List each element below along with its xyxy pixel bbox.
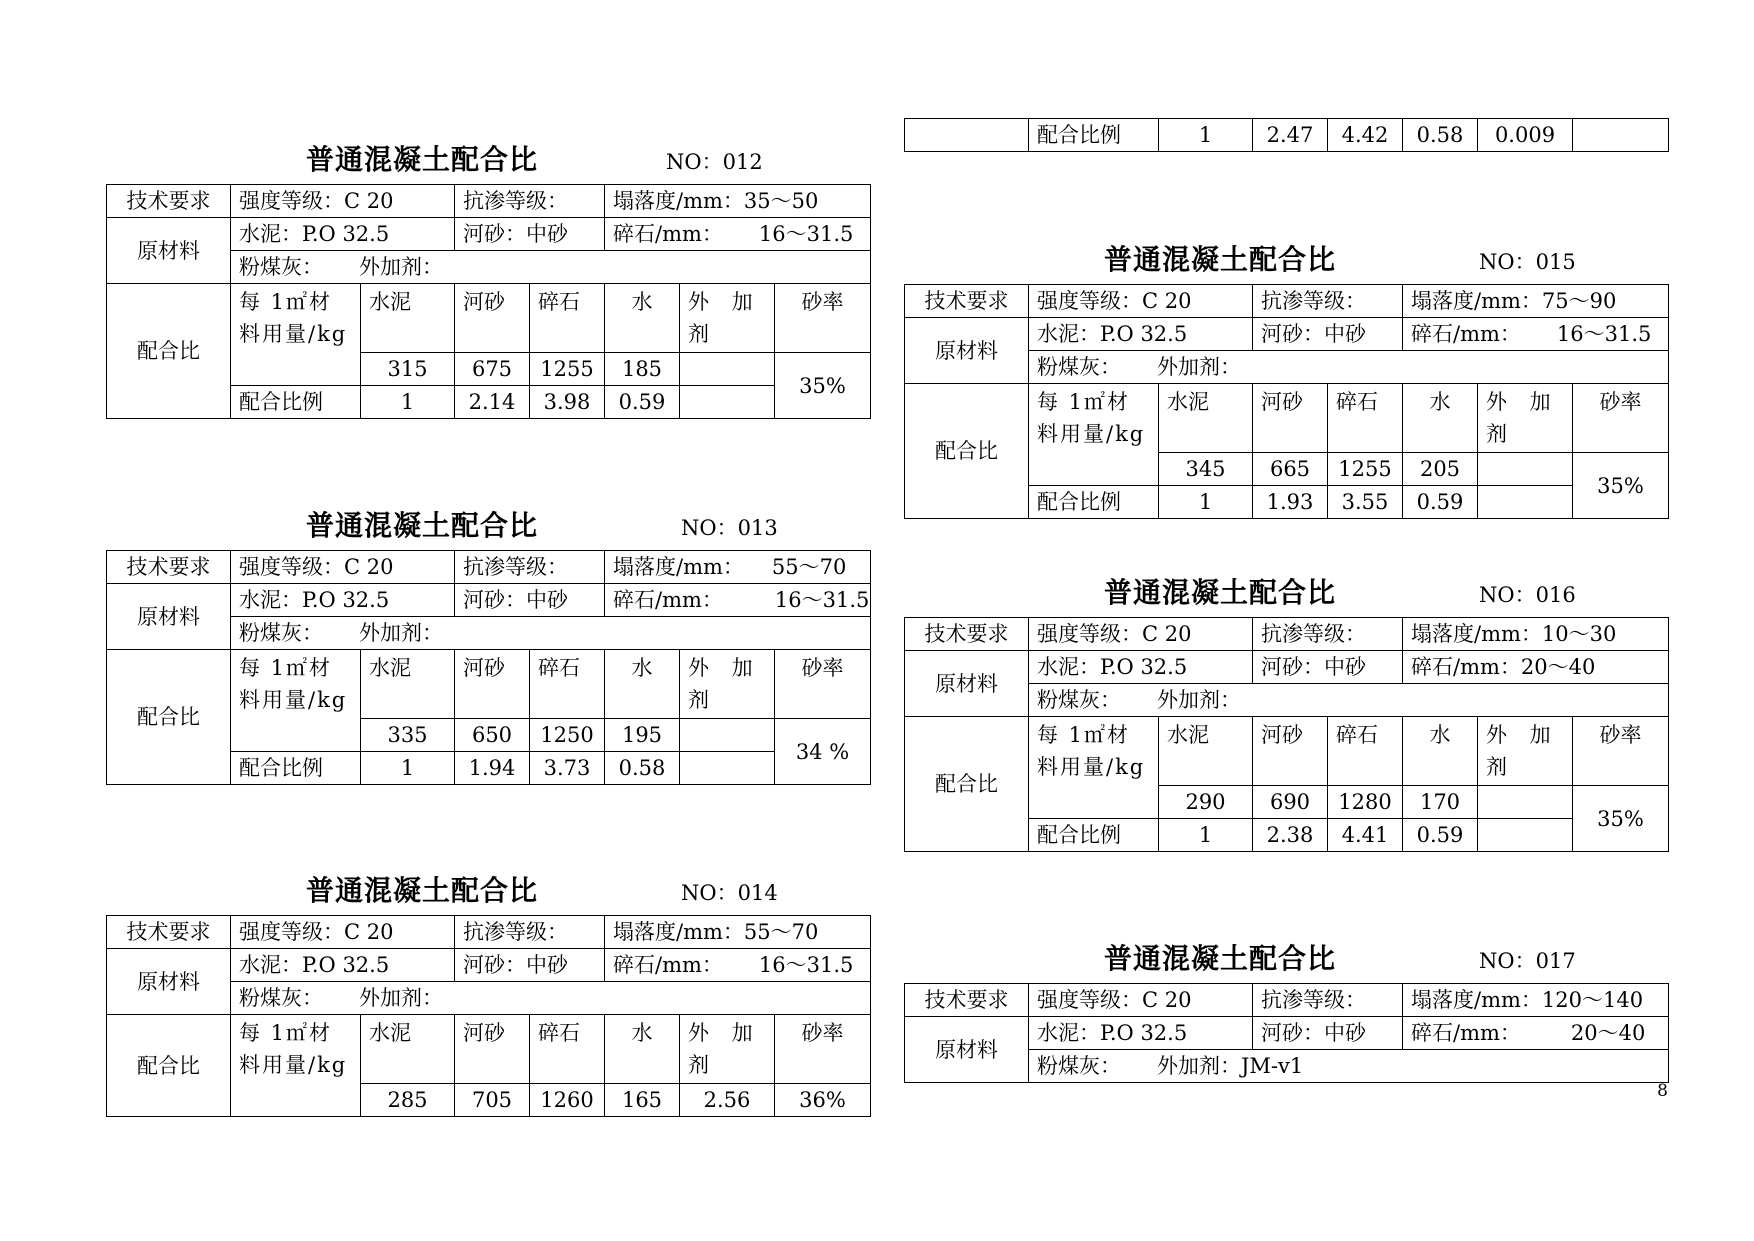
per-m3-label: 每 1㎡材料用量/kg <box>1029 717 1159 819</box>
admixture-value: JM-v1 <box>1241 1054 1304 1078</box>
qty-water: 195 <box>605 719 680 752</box>
admixture-header: 外 加 剂 <box>680 284 775 353</box>
admixture-header: 外 加 剂 <box>1478 717 1573 786</box>
raw-row <box>107 218 871 251</box>
gravel-header: 碎石 <box>530 1015 605 1084</box>
additives <box>1029 1050 1669 1083</box>
sand-header: 河砂 <box>455 650 530 719</box>
tech-row <box>107 185 871 218</box>
ratio-cement: 1 <box>361 386 455 419</box>
mix-block-013 <box>106 490 871 785</box>
gravel-spec <box>605 584 871 617</box>
fly-ash-label: 粉煤灰： <box>1037 688 1121 712</box>
ratio-cement: 1 <box>1159 119 1253 152</box>
gravel-label: 碎石/mm： <box>613 222 723 246</box>
mix-number: NO：014 <box>681 881 778 905</box>
sand-rate-header: 砂率 <box>775 650 871 719</box>
additives <box>1029 684 1669 717</box>
water-header: 水 <box>1403 717 1478 786</box>
sand-header: 河砂 <box>1253 384 1328 453</box>
tech-row <box>905 618 1669 651</box>
qty-cement: 290 <box>1159 786 1253 819</box>
mix-heading <box>904 923 1669 983</box>
qty-gravel: 1260 <box>530 1084 605 1117</box>
fly-ash-label: 粉煤灰： <box>1037 1054 1121 1078</box>
ratio-water: 0.58 <box>1403 119 1478 152</box>
admixture-label: 外加剂： <box>1157 688 1241 712</box>
gravel-header: 碎石 <box>1328 384 1403 453</box>
ratio-label: 配合比例 <box>231 386 361 419</box>
gravel-header: 碎石 <box>1328 717 1403 786</box>
qty-sand: 705 <box>455 1084 530 1117</box>
slump: 塌落度/mm：55～70 <box>605 916 871 949</box>
mix-heading <box>106 490 871 550</box>
additives <box>231 617 871 650</box>
mix-table-014 <box>106 915 871 1117</box>
page-number: 8 <box>1657 1081 1668 1101</box>
sand-rate-value: 35% <box>775 353 871 419</box>
raw-row <box>905 1017 1669 1050</box>
mix-block-016 <box>904 557 1669 852</box>
empty-cell <box>905 119 1029 152</box>
gravel-label: 碎石/mm： <box>1411 1021 1521 1045</box>
mix-header-row <box>905 717 1669 786</box>
strength-grade: 强度等级：C 20 <box>231 551 455 584</box>
tech-row <box>905 984 1669 1017</box>
per-m3-label: 每 1㎡材料用量/kg <box>231 284 361 386</box>
raw-label: 原材料 <box>107 949 231 1015</box>
sand-spec: 河砂：中砂 <box>455 218 605 251</box>
impermeability-grade: 抗渗等级： <box>1253 984 1403 1017</box>
raw-label: 原材料 <box>905 1017 1029 1083</box>
slump <box>605 551 871 584</box>
ratio-admixture <box>1478 486 1573 519</box>
ratio-sand: 2.14 <box>455 386 530 419</box>
mix-table-015 <box>904 284 1669 519</box>
mix-block-014 <box>106 855 871 1117</box>
mix-title: 普通混凝土配合比 <box>306 874 539 907</box>
tech-label: 技术要求 <box>107 551 231 584</box>
admixture-header: 外 加 剂 <box>680 1015 775 1084</box>
mix-title: 普通混凝土配合比 <box>1104 243 1337 276</box>
qty-cement: 345 <box>1159 453 1253 486</box>
raw-row <box>107 584 871 617</box>
ratio-sand: 2.47 <box>1253 119 1328 152</box>
tech-label: 技术要求 <box>107 185 231 218</box>
impermeability-grade: 抗渗等级： <box>455 551 605 584</box>
sand-header: 河砂 <box>1253 717 1328 786</box>
per-m3-label: 每 1㎡材料用量/kg <box>1029 384 1159 486</box>
continuation-table <box>904 118 1669 152</box>
gravel-spec <box>1403 318 1669 351</box>
ratio-sand: 1.93 <box>1253 486 1328 519</box>
ratio-water: 0.59 <box>1403 819 1478 852</box>
ratio-water: 0.58 <box>605 752 680 785</box>
gravel-label: 碎石/mm： <box>1411 322 1521 346</box>
ratio-label: 配合比例 <box>231 752 361 785</box>
mix-header-row <box>107 284 871 353</box>
ratio-sand: 1.94 <box>455 752 530 785</box>
mix-heading <box>106 124 871 184</box>
cement-header: 水泥 <box>1159 717 1253 786</box>
raw-row <box>905 651 1669 684</box>
ratio-gravel: 4.41 <box>1328 819 1403 852</box>
mix-number: NO：015 <box>1479 250 1576 274</box>
mix-block-012 <box>106 124 871 419</box>
ratio-label: 配合比例 <box>1029 486 1159 519</box>
strength-grade: 强度等级：C 20 <box>1029 618 1253 651</box>
ratio-gravel: 4.42 <box>1328 119 1403 152</box>
sand-spec: 河砂：中砂 <box>1253 651 1403 684</box>
cement-header: 水泥 <box>361 1015 455 1084</box>
ratio-sand-rate <box>1573 119 1669 152</box>
impermeability-grade: 抗渗等级： <box>455 916 605 949</box>
slump: 塌落度/mm：35～50 <box>605 185 871 218</box>
qty-sand: 675 <box>455 353 530 386</box>
mix-title: 普通混凝土配合比 <box>306 143 539 176</box>
qty-admixture <box>1478 453 1573 486</box>
qty-water: 165 <box>605 1084 680 1117</box>
mix-heading <box>904 224 1669 284</box>
strength-grade: 强度等级：C 20 <box>1029 984 1253 1017</box>
tech-row <box>905 285 1669 318</box>
admixture-label: 外加剂： <box>1157 1054 1241 1078</box>
ratio-row <box>905 119 1669 152</box>
ratio-gravel: 3.55 <box>1328 486 1403 519</box>
ratio-cement: 1 <box>1159 486 1253 519</box>
cement-spec: 水泥：P.O 32.5 <box>1029 1017 1253 1050</box>
gravel-spec <box>605 949 871 982</box>
ratio-cement: 1 <box>1159 819 1253 852</box>
impermeability-grade: 抗渗等级： <box>1253 618 1403 651</box>
additives <box>231 982 871 1015</box>
qty-admixture <box>680 719 775 752</box>
cement-header: 水泥 <box>361 284 455 353</box>
qty-sand: 665 <box>1253 453 1328 486</box>
gravel-size: 20～40 <box>1570 1021 1646 1045</box>
water-header: 水 <box>605 284 680 353</box>
impermeability-grade: 抗渗等级： <box>1253 285 1403 318</box>
sand-rate-header: 砂率 <box>1573 717 1669 786</box>
admixture-label: 外加剂： <box>1157 355 1241 379</box>
sand-rate-header: 砂率 <box>775 1015 871 1084</box>
ratio-water: 0.59 <box>605 386 680 419</box>
mix-number: NO：013 <box>681 516 778 540</box>
fly-ash-label: 粉煤灰： <box>1037 355 1121 379</box>
qty-cement: 285 <box>361 1084 455 1117</box>
gravel-size: 16～31.5 <box>774 588 870 612</box>
ratio-admixture <box>680 752 775 785</box>
mix-block-017 <box>904 923 1669 1083</box>
admixture-label: 外加剂： <box>359 621 443 645</box>
mix-number: NO：016 <box>1479 583 1576 607</box>
ratio-label: 配合比例 <box>1029 119 1159 152</box>
slump-label: 塌落度/mm： <box>613 555 744 579</box>
tech-label: 技术要求 <box>905 618 1029 651</box>
raw-label: 原材料 <box>107 218 231 284</box>
mix-table-012 <box>106 184 871 419</box>
qty-gravel: 1255 <box>530 353 605 386</box>
ratio-admixture: 0.009 <box>1478 119 1573 152</box>
mix-heading <box>106 855 871 915</box>
strength-grade: 强度等级：C 20 <box>231 185 455 218</box>
admixture-header: 外 加 剂 <box>680 650 775 719</box>
gravel-label: 碎石/mm： <box>613 588 723 612</box>
qty-admixture <box>680 353 775 386</box>
qty-water: 205 <box>1403 453 1478 486</box>
gravel-header: 碎石 <box>530 284 605 353</box>
cement-spec: 水泥：P.O 32.5 <box>231 218 455 251</box>
tech-row <box>107 916 871 949</box>
water-header: 水 <box>1403 384 1478 453</box>
sand-spec: 河砂：中砂 <box>455 584 605 617</box>
sand-rate-header: 砂率 <box>1573 384 1669 453</box>
qty-sand: 650 <box>455 719 530 752</box>
gravel-spec: 碎石/mm：20～40 <box>1403 651 1669 684</box>
cement-header: 水泥 <box>361 650 455 719</box>
fly-ash-label: 粉煤灰： <box>239 255 323 279</box>
cement-spec: 水泥：P.O 32.5 <box>1029 318 1253 351</box>
per-m3-label: 每 1㎡材料用量/kg <box>231 1015 361 1117</box>
gravel-label: 碎石/mm： <box>613 953 723 977</box>
slump: 塌落度/mm：10～30 <box>1403 618 1669 651</box>
admixture-header: 外 加 剂 <box>1478 384 1573 453</box>
raw-label: 原材料 <box>905 651 1029 717</box>
mix-header-row <box>905 384 1669 453</box>
sand-spec: 河砂：中砂 <box>1253 318 1403 351</box>
mix-table-017 <box>904 983 1669 1083</box>
mix-table-016 <box>904 617 1669 852</box>
mix-title: 普通混凝土配合比 <box>306 509 539 542</box>
mix-label: 配合比 <box>107 650 231 785</box>
mix-label: 配合比 <box>905 717 1029 852</box>
qty-gravel: 1280 <box>1328 786 1403 819</box>
mix-header-row <box>107 1015 871 1084</box>
fly-ash-label: 粉煤灰： <box>239 621 323 645</box>
tech-label: 技术要求 <box>905 285 1029 318</box>
tech-label: 技术要求 <box>905 984 1029 1017</box>
mix-header-row <box>107 650 871 719</box>
sand-header: 河砂 <box>455 284 530 353</box>
sand-spec: 河砂：中砂 <box>1253 1017 1403 1050</box>
strength-grade: 强度等级：C 20 <box>1029 285 1253 318</box>
ratio-admixture <box>1478 819 1573 852</box>
slump: 塌落度/mm：120～140 <box>1403 984 1669 1017</box>
cement-spec: 水泥：P.O 32.5 <box>231 949 455 982</box>
ratio-gravel: 3.98 <box>530 386 605 419</box>
qty-cement: 315 <box>361 353 455 386</box>
raw-row <box>905 318 1669 351</box>
mix-block-015 <box>904 224 1669 519</box>
sand-header: 河砂 <box>455 1015 530 1084</box>
raw-label: 原材料 <box>905 318 1029 384</box>
mix-label: 配合比 <box>107 284 231 419</box>
mix-title: 普通混凝土配合比 <box>1104 942 1337 975</box>
cement-spec: 水泥：P.O 32.5 <box>231 584 455 617</box>
qty-cement: 335 <box>361 719 455 752</box>
ratio-label: 配合比例 <box>1029 819 1159 852</box>
qty-water: 185 <box>605 353 680 386</box>
ratio-cement: 1 <box>361 752 455 785</box>
ratio-sand: 2.38 <box>1253 819 1328 852</box>
mix-label: 配合比 <box>107 1015 231 1117</box>
mix-title: 普通混凝土配合比 <box>1104 576 1337 609</box>
mix-number: NO：012 <box>666 150 763 174</box>
ratio-gravel: 3.73 <box>530 752 605 785</box>
gravel-size: 16～31.5 <box>758 953 854 977</box>
gravel-size: 16～31.5 <box>1556 322 1652 346</box>
tech-row <box>107 551 871 584</box>
slump: 塌落度/mm：75～90 <box>1403 285 1669 318</box>
sand-rate-value: 35% <box>1573 786 1669 852</box>
qty-admixture: 2.56 <box>680 1084 775 1117</box>
sand-rate-value: 35% <box>1573 453 1669 519</box>
per-m3-label: 每 1㎡材料用量/kg <box>231 650 361 752</box>
ratio-admixture <box>680 386 775 419</box>
qty-admixture <box>1478 786 1573 819</box>
fly-ash-label: 粉煤灰： <box>239 986 323 1010</box>
qty-gravel: 1255 <box>1328 453 1403 486</box>
gravel-size: 16～31.5 <box>758 222 854 246</box>
sand-spec: 河砂：中砂 <box>455 949 605 982</box>
water-header: 水 <box>605 650 680 719</box>
qty-gravel: 1250 <box>530 719 605 752</box>
ratio-water: 0.59 <box>1403 486 1478 519</box>
mix-heading <box>904 557 1669 617</box>
gravel-spec <box>1403 1017 1669 1050</box>
cement-header: 水泥 <box>1159 384 1253 453</box>
admixture-label: 外加剂： <box>359 255 443 279</box>
mix-label: 配合比 <box>905 384 1029 519</box>
strength-grade: 强度等级：C 20 <box>231 916 455 949</box>
gravel-header: 碎石 <box>530 650 605 719</box>
sand-rate-value: 34 % <box>775 719 871 785</box>
raw-row <box>107 949 871 982</box>
admixture-label: 外加剂： <box>359 986 443 1010</box>
tech-label: 技术要求 <box>107 916 231 949</box>
additives <box>231 251 871 284</box>
mix-014-continuation <box>904 118 1669 152</box>
mix-number: NO：017 <box>1479 949 1576 973</box>
qty-water: 170 <box>1403 786 1478 819</box>
gravel-spec <box>605 218 871 251</box>
sand-rate-value: 36% <box>775 1084 871 1117</box>
water-header: 水 <box>605 1015 680 1084</box>
qty-sand: 690 <box>1253 786 1328 819</box>
mix-table-013 <box>106 550 871 785</box>
raw-label: 原材料 <box>107 584 231 650</box>
sand-rate-header: 砂率 <box>775 284 871 353</box>
additives <box>1029 351 1669 384</box>
impermeability-grade: 抗渗等级： <box>455 185 605 218</box>
slump-range: 55～70 <box>771 555 847 579</box>
cement-spec: 水泥：P.O 32.5 <box>1029 651 1253 684</box>
